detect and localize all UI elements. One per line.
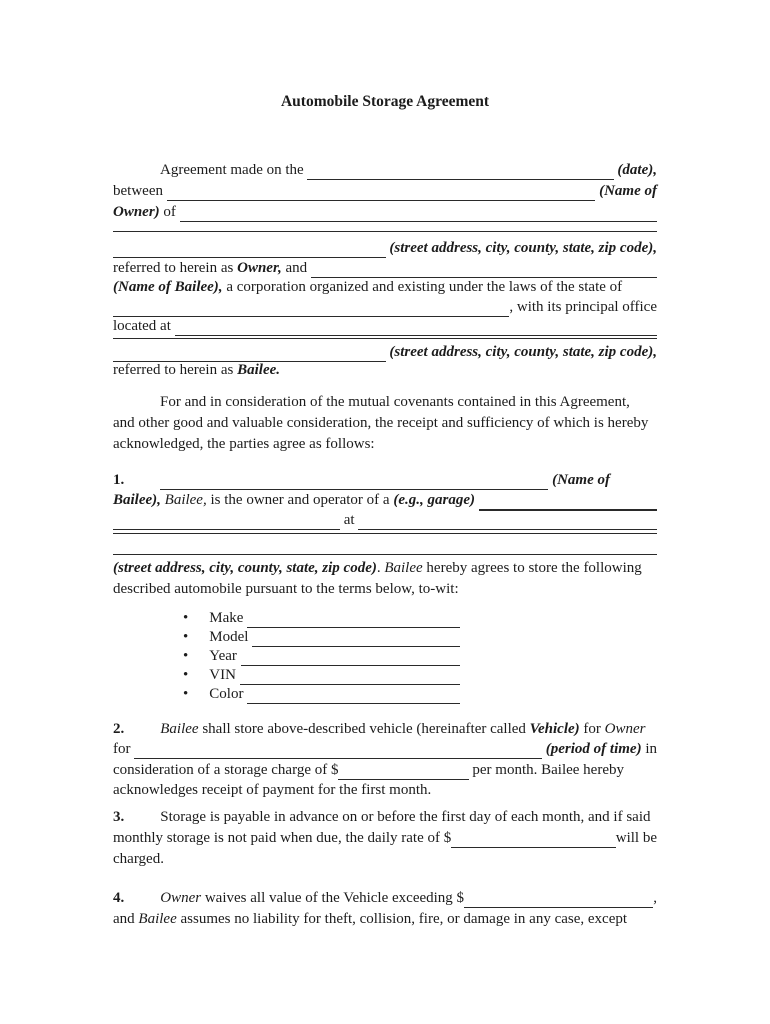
doc-line <box>113 204 657 221</box>
text-segment: at <box>340 512 359 528</box>
doc-line <box>113 436 657 453</box>
text-segment: in <box>641 741 657 757</box>
blank-field[interactable] <box>180 204 657 222</box>
doc-line <box>113 260 657 277</box>
text-segment: Bailee <box>160 721 199 737</box>
doc-line <box>113 492 657 509</box>
spacer <box>124 732 160 733</box>
text-segment: Model <box>209 629 253 645</box>
text-segment: will be <box>615 830 657 846</box>
blank-line[interactable] <box>113 554 657 555</box>
text-segment: Bailee <box>138 911 177 927</box>
document-title: Automobile Storage Agreement <box>280 93 490 110</box>
doc-line <box>113 741 657 758</box>
text-segment: Make <box>209 610 248 626</box>
text-segment: assumes no liability for theft, collision, fire, or damage in any case, except <box>176 911 628 927</box>
doc-line <box>113 830 657 847</box>
bullet-icon: • <box>183 667 189 683</box>
text-segment: 3. <box>113 809 125 825</box>
spacer <box>188 678 209 679</box>
spacer <box>188 697 209 698</box>
text-segment: is the owner and operator of a <box>206 492 394 508</box>
text-segment: (Name of Bailee), <box>113 279 223 295</box>
text-segment: (street address, city, county, state, zip code), <box>385 344 657 360</box>
text-segment: hereby agrees to store the following <box>422 560 642 576</box>
doc-line <box>113 279 657 296</box>
text-segment: and <box>113 911 139 927</box>
text-segment: consideration of a storage charge of $ <box>113 762 339 778</box>
spacer <box>113 173 160 174</box>
doc-line <box>113 581 657 598</box>
doc-line <box>113 394 657 411</box>
blank-field[interactable] <box>311 260 657 278</box>
doc-line <box>113 782 657 799</box>
text-segment: shall store above-described vehicle (hereinafter called <box>198 721 530 737</box>
doc-line <box>113 318 657 335</box>
bullet-icon: • <box>183 686 189 702</box>
text-segment: monthly storage is not paid when due, the daily rate of $ <box>113 830 452 846</box>
text-segment: per month. Bailee hereby <box>468 762 624 778</box>
text-segment: Bailee. <box>237 362 281 378</box>
doc-line <box>113 472 657 489</box>
text-segment: for <box>579 721 605 737</box>
doc-line <box>113 415 657 432</box>
doc-line <box>113 809 657 826</box>
doc-line <box>113 299 657 316</box>
spacer <box>188 659 209 660</box>
text-segment: waives all value of the Vehicle exceeding $ <box>201 890 465 906</box>
text-segment: Color <box>209 686 248 702</box>
text-segment: Owner <box>160 890 202 906</box>
spacer <box>188 621 209 622</box>
spacer <box>124 820 160 821</box>
doc-line <box>113 721 657 738</box>
text-segment: Owner <box>604 721 646 737</box>
text-segment: of <box>159 204 180 220</box>
blank-field[interactable] <box>113 344 386 362</box>
text-segment: (Name of <box>548 472 610 488</box>
text-segment: located at <box>113 318 175 334</box>
spacer <box>113 640 183 641</box>
spacer <box>610 483 657 484</box>
blank-field[interactable] <box>252 629 460 647</box>
blank-field[interactable] <box>479 492 657 511</box>
doc-line <box>113 610 460 627</box>
spacer <box>113 621 183 622</box>
doc-line <box>113 344 657 361</box>
text-segment: , with its principal office <box>509 299 657 315</box>
text-segment: VIN <box>209 667 240 683</box>
doc-line <box>113 851 657 868</box>
spacer <box>624 773 657 774</box>
doc-line <box>113 890 657 907</box>
blank-field[interactable] <box>167 183 596 201</box>
spacer <box>113 659 183 660</box>
blank-field[interactable] <box>307 162 613 180</box>
text-segment: For and in consideration of the mutual covenants contained in this Agreement, <box>160 394 630 410</box>
blank-field[interactable] <box>358 512 657 530</box>
spacer <box>113 678 183 679</box>
spacer <box>188 640 209 641</box>
blank-field[interactable] <box>241 648 460 666</box>
blank-field[interactable] <box>160 472 548 490</box>
doc-line <box>113 240 657 257</box>
text-segment: (period of time) <box>542 741 642 757</box>
text-segment: and <box>281 260 311 276</box>
text-segment: between <box>113 183 167 199</box>
blank-field[interactable] <box>464 890 653 908</box>
text-segment: acknowledged, the parties agree as follows: <box>113 436 375 452</box>
text-segment: for <box>113 741 135 757</box>
text-segment: (date), <box>613 162 657 178</box>
text-segment: (Name of <box>595 183 657 199</box>
blank-field[interactable] <box>247 686 460 704</box>
text-segment: Agreement made on the <box>160 162 308 178</box>
spacer <box>113 405 160 406</box>
doc-line <box>113 162 657 179</box>
text-segment: and other good and valuable consideration, the receipt and sufficiency of which is hereby <box>113 415 649 431</box>
bullet-icon: • <box>183 610 189 626</box>
text-segment: (street address, city, county, state, zip code), <box>385 240 657 256</box>
text-segment: (e.g., garage) <box>393 492 475 508</box>
doc-line <box>113 362 657 379</box>
text-segment: 2. <box>113 721 125 737</box>
blank-field[interactable] <box>113 299 509 317</box>
doc-line <box>113 183 657 200</box>
blank-field[interactable] <box>451 830 615 848</box>
doc-line <box>113 762 657 779</box>
text-segment: acknowledges receipt of payment for the first month. <box>113 782 432 798</box>
text-segment: . <box>376 560 385 576</box>
spacer <box>124 483 160 484</box>
doc-line <box>113 512 657 529</box>
blank-field[interactable] <box>338 762 468 780</box>
text-segment: a corporation organized and existing under the laws of the state of <box>222 279 623 295</box>
text-segment: Bailee <box>384 560 423 576</box>
blank-line[interactable] <box>113 231 657 232</box>
doc-line <box>113 560 657 577</box>
text-segment: Owner) <box>113 204 160 220</box>
text-segment: 4. <box>113 890 125 906</box>
text-segment: Vehicle) <box>529 721 580 737</box>
blank-line[interactable] <box>113 338 657 339</box>
text-segment: Owner, <box>237 260 282 276</box>
spacer <box>113 697 183 698</box>
doc-line <box>113 911 657 928</box>
text-segment: 1. <box>113 472 125 488</box>
text-segment: , <box>653 890 657 906</box>
blank-line[interactable] <box>113 533 657 534</box>
blank-field[interactable] <box>134 741 542 759</box>
text-segment: charged. <box>113 851 164 867</box>
text-segment: referred to herein as <box>113 362 238 378</box>
blank-field[interactable] <box>175 318 657 336</box>
blank-field[interactable] <box>113 512 340 530</box>
blank-field[interactable] <box>247 610 460 628</box>
text-segment: described automobile pursuant to the terms below, to-wit: <box>113 581 459 597</box>
spacer <box>124 901 160 902</box>
doc-line <box>113 667 460 684</box>
text-segment: (street address, city, county, state, zip code) <box>113 560 377 576</box>
doc-line <box>113 648 460 665</box>
text-segment: referred to herein as <box>113 260 238 276</box>
blank-field[interactable] <box>240 667 460 685</box>
bullet-icon: • <box>183 629 189 645</box>
doc-line <box>113 629 460 646</box>
text-segment: Bailee), <box>113 492 161 508</box>
text-segment: Bailee, <box>164 492 207 508</box>
doc-line <box>113 686 460 703</box>
bullet-icon: • <box>183 648 189 664</box>
blank-field[interactable] <box>113 240 386 258</box>
text-segment: Storage is payable in advance on or before the first day of each month, and if said <box>160 809 651 825</box>
text-segment: Year <box>209 648 241 664</box>
